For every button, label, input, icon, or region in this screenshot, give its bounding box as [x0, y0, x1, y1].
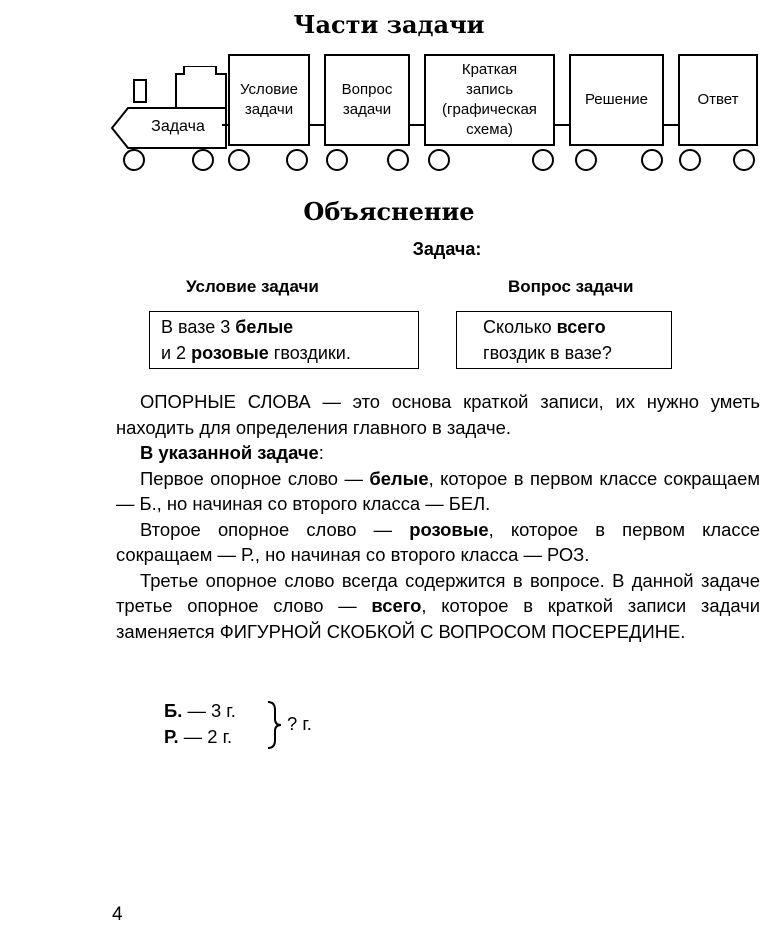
condition-box	[149, 311, 419, 369]
keyword-pink: розовые	[191, 343, 269, 363]
wagon-label: Условие задачи	[240, 81, 298, 118]
locomotive-shape	[100, 66, 230, 162]
wagon-label: Вопрос задачи	[341, 81, 393, 118]
paragraph-text: Третье опорное слово всегда содержится в вопросе. В данной задаче третье опорное слово —	[116, 569, 760, 616]
task-label: Задача:	[412, 239, 482, 259]
question-text: Сколько	[483, 317, 557, 337]
wheel	[387, 149, 409, 171]
question-header: Вопрос задачи	[508, 277, 634, 296]
explanation-body	[116, 389, 760, 644]
paragraph-third-word	[116, 568, 760, 645]
paragraph-text: :	[318, 442, 324, 463]
wagon-label: Решение	[584, 91, 649, 108]
locomotive-label: Задача	[151, 118, 205, 135]
wagon-short-record	[424, 54, 555, 146]
page-number: 4	[112, 904, 123, 925]
coupling	[310, 124, 324, 126]
coupling	[555, 124, 569, 126]
section-title: Объяснение	[303, 197, 475, 226]
wheel	[428, 149, 450, 171]
paragraph-second-word	[116, 517, 760, 568]
short-record-scheme	[164, 698, 236, 750]
wagon-condition	[228, 54, 310, 146]
wheel	[192, 149, 214, 171]
scheme-value: — 3 г.	[182, 700, 236, 721]
question-box	[456, 311, 672, 369]
wheel	[228, 149, 250, 171]
paragraph-keywords: ОПОРНЫЕ СЛОВА — это основа краткой записи, их нужно уметь находить для определения главного в задаче.	[116, 391, 760, 438]
wagon-label: Ответ	[697, 91, 739, 108]
in-task-label: В указанной задаче	[140, 442, 319, 463]
curly-brace-icon	[265, 700, 283, 750]
paragraph-first-word	[116, 466, 760, 517]
wagon-answer	[678, 54, 758, 146]
scheme-row-pink	[164, 724, 236, 750]
wheel	[286, 149, 308, 171]
condition-text: В вазе 3	[161, 317, 236, 337]
wheel	[575, 149, 597, 171]
page-title: Части задачи	[293, 10, 485, 39]
paragraph-text: , которое в первом классе сокращаем — Б., но начиная со второго класса — БЕЛ.	[116, 467, 760, 514]
question-text: гвоздик в вазе?	[483, 343, 612, 363]
wheel	[326, 149, 348, 171]
coupling	[664, 124, 678, 126]
scheme-row-white	[164, 698, 236, 724]
paragraph-text: , которое в краткой записи задачи заменяется ФИГУРНОЙ СКОБКОЙ С ВОПРОСОМ ПОСЕРЕДИНЕ.	[116, 595, 760, 642]
condition-text: и 2	[161, 343, 192, 363]
wagon-question	[324, 54, 410, 146]
wheel	[123, 149, 145, 171]
scheme-question: ? г.	[287, 713, 312, 734]
paragraph-text: Второе опорное слово —	[140, 518, 410, 540]
coupling	[410, 124, 424, 126]
condition-text: гвоздики.	[268, 343, 351, 363]
keyword-total: всего	[371, 595, 422, 616]
keyword-total: всего	[556, 317, 606, 337]
wagon-solution	[569, 54, 664, 146]
keyword-white: белые	[235, 317, 294, 337]
keyword-white: белые	[369, 467, 429, 489]
paragraph-text: , которое в первом классе сокращаем — Р., но начиная со второго класса — РОЗ.	[116, 518, 760, 565]
scheme-value: — 2 г.	[178, 726, 233, 747]
wheel	[532, 149, 554, 171]
scheme-label: Б.	[164, 700, 183, 721]
wheel	[641, 149, 663, 171]
scheme-label: Р.	[164, 726, 179, 747]
condition-header: Условие задачи	[186, 277, 319, 296]
paragraph-in-task	[116, 440, 760, 466]
wheel	[679, 149, 701, 171]
wagon-label: Краткая запись (графическая схема)	[442, 61, 537, 138]
wheel	[733, 149, 755, 171]
paragraph-text: Первое опорное слово —	[140, 467, 370, 489]
keyword-pink: розовые	[409, 518, 489, 540]
